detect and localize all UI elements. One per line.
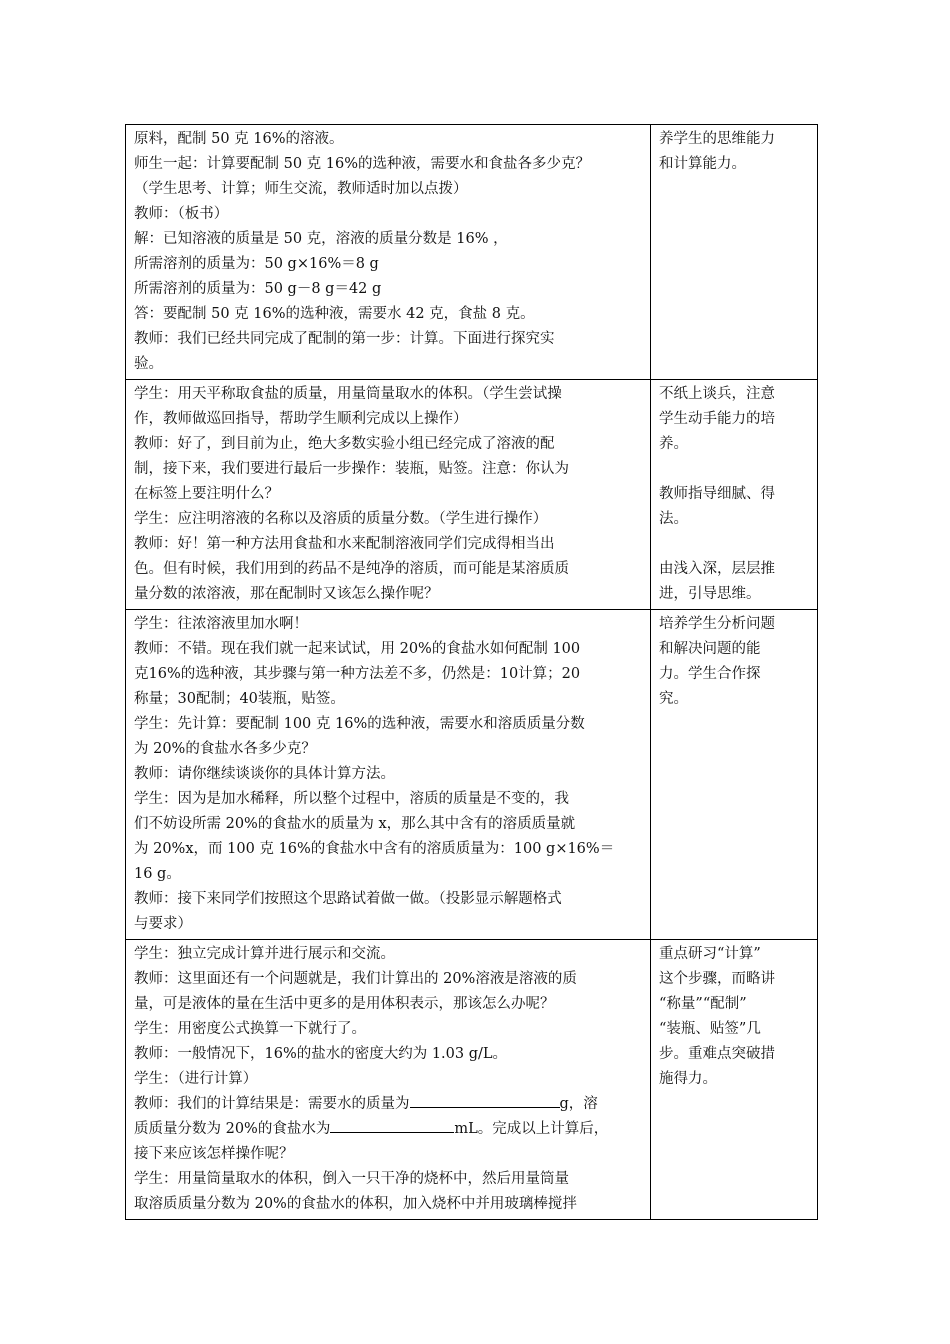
text-line: 色。但有时候，我们用到的药品不是纯净的溶质，而可能是某溶质质 <box>134 561 569 577</box>
text-line: 学生：应注明溶液的名称以及溶质的质量分数。（学生进行操作） <box>134 511 548 527</box>
note-line: 重点研习“计算” <box>659 946 761 962</box>
note-line: 养。 <box>659 436 688 452</box>
note-line: 究。 <box>659 691 688 707</box>
design-intent-cell <box>651 380 818 610</box>
design-intent-cell <box>651 610 818 940</box>
text-line: 取溶质质量分数为 20%的食盐水的体积，加入烧杯中并用玻璃棒搅拌 <box>134 1196 577 1212</box>
text-line: 所需溶剂的质量为：50 g－8 g＝42 g <box>134 281 382 297</box>
text-line: 解：已知溶液的质量是 50 克，溶液的质量分数是 16% ， <box>134 231 508 247</box>
text-line: 们不妨设所需 20%的食盐水的质量为 x，那么其中含有的溶质质量就 <box>134 816 576 832</box>
fill-in-blank <box>410 1093 560 1108</box>
process-cell <box>126 610 651 940</box>
text-line: 称量；30配制；40装瓶，贴签。 <box>134 691 345 707</box>
text-line: 教师：这里面还有一个问题就是，我们计算出的 20%溶液是溶液的质 <box>134 971 577 987</box>
text-line: 学生：（进行计算） <box>134 1071 258 1087</box>
table-row <box>126 380 818 610</box>
design-intent-cell <box>651 940 818 1220</box>
text-line: 教师：一般情况下，16%的盐水的密度大约为 1.03 g/L。 <box>134 1046 508 1062</box>
table-row <box>126 610 818 940</box>
text-line: 学生：用天平称取食盐的质量，用量筒量取水的体积。（学生尝试操 <box>134 386 562 402</box>
note-line: 养学生的思维能力 <box>659 131 775 147</box>
text-fragment: g，溶 <box>559 1096 598 1112</box>
table-row <box>126 125 818 380</box>
process-cell <box>126 380 651 610</box>
note-line: 由浅入深，层层推 <box>659 561 775 577</box>
text-line: 学生：用密度公式换算一下就行了。 <box>134 1021 366 1037</box>
note-line: “装瓶、贴签”几 <box>659 1021 761 1037</box>
note-line: 教师指导细腻、得 <box>659 486 775 502</box>
text-line: （学生思考、计算；师生交流，教师适时加以点拨） <box>134 181 468 197</box>
text-fragment: mL。完成以上计算后， <box>454 1121 609 1137</box>
text-line: 接下来应该怎样操作呢？ <box>134 1146 294 1162</box>
text-line: 学生：用量筒量取水的体积，倒入一只干净的烧杯中，然后用量筒量 <box>134 1171 569 1187</box>
text-line: 克16%的选种液，其步骤与第一种方法差不多，仍然是：10计算；20 <box>134 666 581 682</box>
spacer <box>659 532 809 557</box>
process-cell <box>126 940 651 1220</box>
text-line: 学生：往浓溶液里加水啊！ <box>134 616 308 632</box>
note-line: 和解决问题的能 <box>659 641 761 657</box>
note-line: 学生动手能力的培 <box>659 411 775 427</box>
text-line: 学生：独立完成计算并进行展示和交流。 <box>134 946 395 962</box>
text-line: 制，接下来，我们要进行最后一步操作：装瓶，贴签。注意：你认为 <box>134 461 569 477</box>
fill-in-blank <box>330 1118 454 1133</box>
note-line: 法。 <box>659 511 688 527</box>
text-line: 答：要配制 50 克 16%的选种液，需要水 42 克，食盐 8 克。 <box>134 306 535 322</box>
text-line: 作，教师做巡回指导，帮助学生顺利完成以上操作） <box>134 411 468 427</box>
spacer <box>659 457 809 482</box>
text-line: 原料，配制 50 克 16%的溶液。 <box>134 131 344 147</box>
text-line: 教师：好！第一种方法用食盐和水来配制溶液同学们完成得相当出 <box>134 536 555 552</box>
text-line: 教师：（板书） <box>134 206 229 222</box>
process-cell <box>126 125 651 380</box>
note-line: 施得力。 <box>659 1071 717 1087</box>
text-line: 为 20%的食盐水各多少克？ <box>134 741 316 757</box>
table-row <box>126 940 818 1220</box>
text-line: 16 g。 <box>134 866 181 882</box>
text-line: 教师：接下来同学们按照这个思路试着做一做。（投影显示解题格式 <box>134 891 562 907</box>
text-line: 教师：请你继续谈谈你的具体计算方法。 <box>134 766 395 782</box>
text-line: 验。 <box>134 356 163 372</box>
text-line: 量分数的浓溶液，那在配制时又该怎么操作呢？ <box>134 586 439 602</box>
note-line: 进，引导思维。 <box>659 586 761 602</box>
note-line: 力。学生合作探 <box>659 666 761 682</box>
text-line: 教师：好了，到目前为止，绝大多数实验小组已经完成了溶液的配 <box>134 436 555 452</box>
text-line: 教师：不错。现在我们就一起来试试，用 20%的食盐水如何配制 100 <box>134 641 581 657</box>
text-line: 师生一起：计算要配制 50 克 16%的选种液，需要水和食盐各多少克？ <box>134 156 591 172</box>
note-line: 步。重难点突破措 <box>659 1046 775 1062</box>
design-intent-cell <box>651 125 818 380</box>
text-fragment: 质质量分数为 20%的食盐水为 <box>134 1121 331 1137</box>
text-line: 所需溶剂的质量为：50 g×16%＝8 g <box>134 256 379 272</box>
note-line: 培养学生分析问题 <box>659 616 775 632</box>
note-line: 这个步骤，而略讲 <box>659 971 775 987</box>
text-fragment: 教师：我们的计算结果是：需要水的质量为 <box>134 1096 410 1112</box>
fill-in-line <box>134 1117 642 1142</box>
text-line: 学生：先计算：要配制 100 克 16%的选种液，需要水和溶质质量分数 <box>134 716 585 732</box>
text-line: 量，可是液体的量在生活中更多的是用体积表示，那该怎么办呢？ <box>134 996 555 1012</box>
text-line: 与要求） <box>134 916 192 932</box>
note-line: 不纸上谈兵，注意 <box>659 386 775 402</box>
text-line: 为 20%x，而 100 克 16%的食盐水中含有的溶质质量为：100 g×16%＝ <box>134 841 615 857</box>
lesson-plan-table <box>125 124 818 1220</box>
text-line: 学生：因为是加水稀释，所以整个过程中，溶质的质量是不变的，我 <box>134 791 569 807</box>
text-line: 在标签上要注明什么？ <box>134 486 279 502</box>
note-line: “称量”“配制” <box>659 996 747 1012</box>
fill-in-line <box>134 1092 642 1117</box>
note-line: 和计算能力。 <box>659 156 746 172</box>
text-line: 教师：我们已经共同完成了配制的第一步：计算。下面进行探究实 <box>134 331 555 347</box>
